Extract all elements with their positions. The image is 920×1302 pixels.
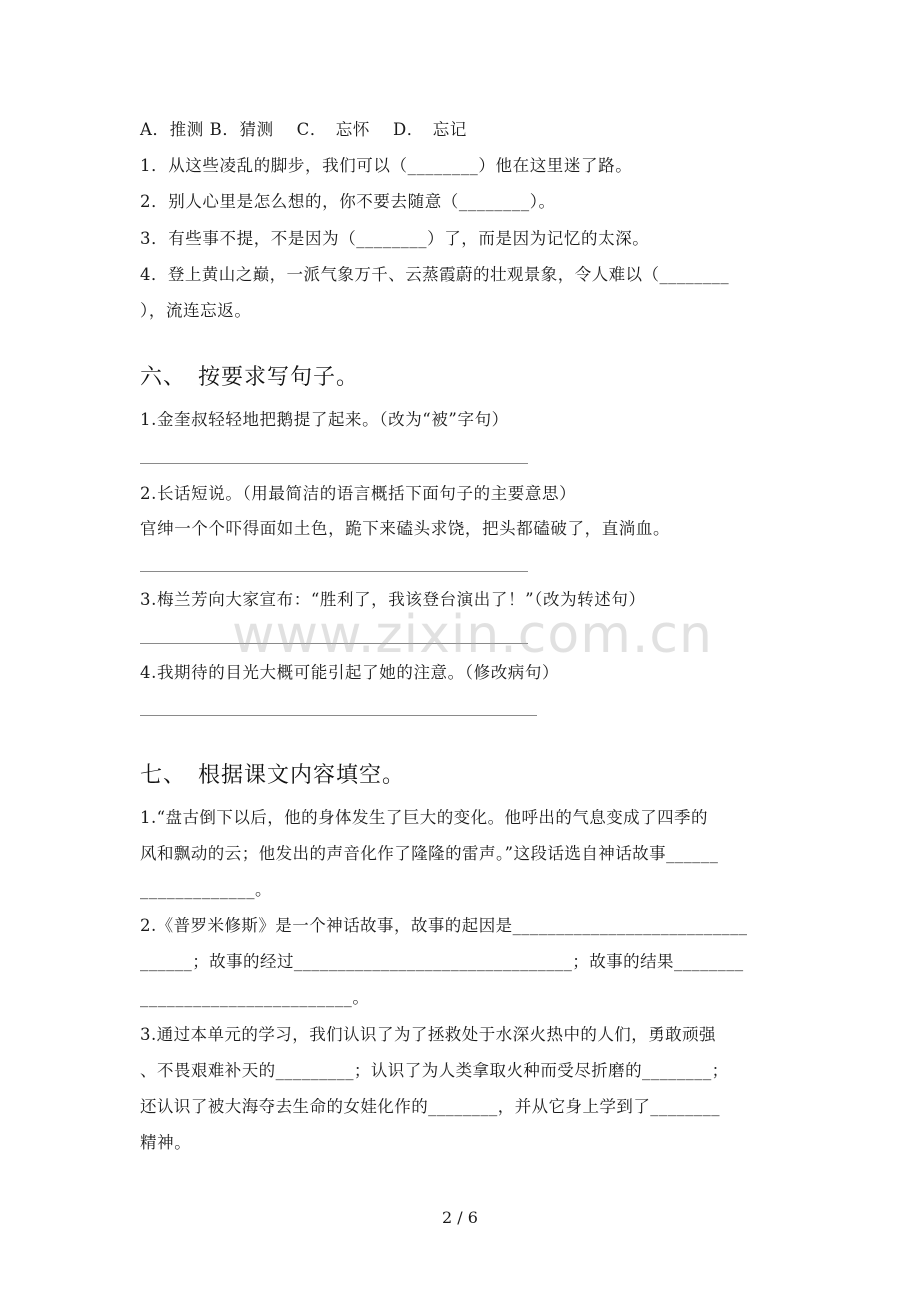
question-7-2-line3: ________________________。 (140, 988, 370, 1007)
answer-line-6-1 (140, 463, 528, 464)
question-5-2: 2．别人心里是怎么想的，你不要去随意（________）。 (140, 192, 556, 211)
question-7-1-line1: 1.“盘古倒下以后，他的身体发生了巨大的变化。他呼出的气息变成了四季的 (140, 808, 708, 827)
question-5-4-line2: ），流连忘返。 (140, 301, 252, 320)
options-line: A．推测 B．猜测 C． 忘怀 D． 忘记 (140, 120, 467, 139)
question-6-2: 2.长话短说。（用最简洁的语言概括下面句子的主要意思） (140, 484, 577, 503)
answer-line-6-2 (140, 571, 528, 572)
question-7-1-line2: 风和飘动的云；他发出的声音化作了隆隆的雷声。”这段话选自神话故事______ (140, 844, 719, 863)
question-7-2-line1: 2.《普罗米修斯》是一个神话故事，故事的起因是___________________________ (140, 916, 748, 935)
section-7-heading: 七、 根据课文内容填空。 (140, 763, 406, 788)
page-number: 2 / 6 (442, 1208, 478, 1227)
question-5-4-line1: 4．登上黄山之巅，一派气象万千、云蒸霞蔚的壮观景象，令人难以（________ (140, 265, 730, 284)
question-5-3: 3．有些事不提，不是因为（________）了，而是因为记忆的太深。 (140, 229, 650, 248)
watermark: www.zixin.com.cn (232, 605, 713, 665)
question-7-1-line3: _____________。 (140, 880, 273, 899)
question-6-3: 3.梅兰芳向大家宣布：“胜利了，我该登台演出了！”（改为转述句） (140, 590, 646, 609)
section-6-heading: 六、 按要求写句子。 (140, 365, 360, 390)
question-7-3-line4: 精神。 (140, 1133, 192, 1152)
question-6-2-sentence: 官绅一个个吓得面如土色，跪下来磕头求饶，把头都磕破了，直淌血。 (140, 519, 671, 538)
question-7-3-line3: 还认识了被大海夺去生命的女娃化作的________，并从它身上学到了________ (140, 1097, 720, 1116)
question-7-3-line1: 3.通过本单元的学习，我们认识了为了拯救处于水深火热中的人们，勇敢顽强 (140, 1025, 716, 1044)
answer-line-6-4 (140, 715, 537, 716)
question-6-4: 4.我期待的目光大概可能引起了她的注意。（修改病句） (140, 663, 560, 682)
question-6-1: 1.金奎叔轻轻地把鹅提了起来。（改为“被”字句） (140, 410, 509, 429)
question-5-1: 1．从这些凌乱的脚步，我们可以（________）他在这里迷了路。 (140, 156, 633, 175)
question-7-2-line2: ______；故事的经过________________________________；故事的结果________ (140, 952, 744, 971)
question-7-3-line2: 、不畏艰难补天的_________；认识了为人类拿取火种而受尽折磨的________； (140, 1061, 729, 1080)
